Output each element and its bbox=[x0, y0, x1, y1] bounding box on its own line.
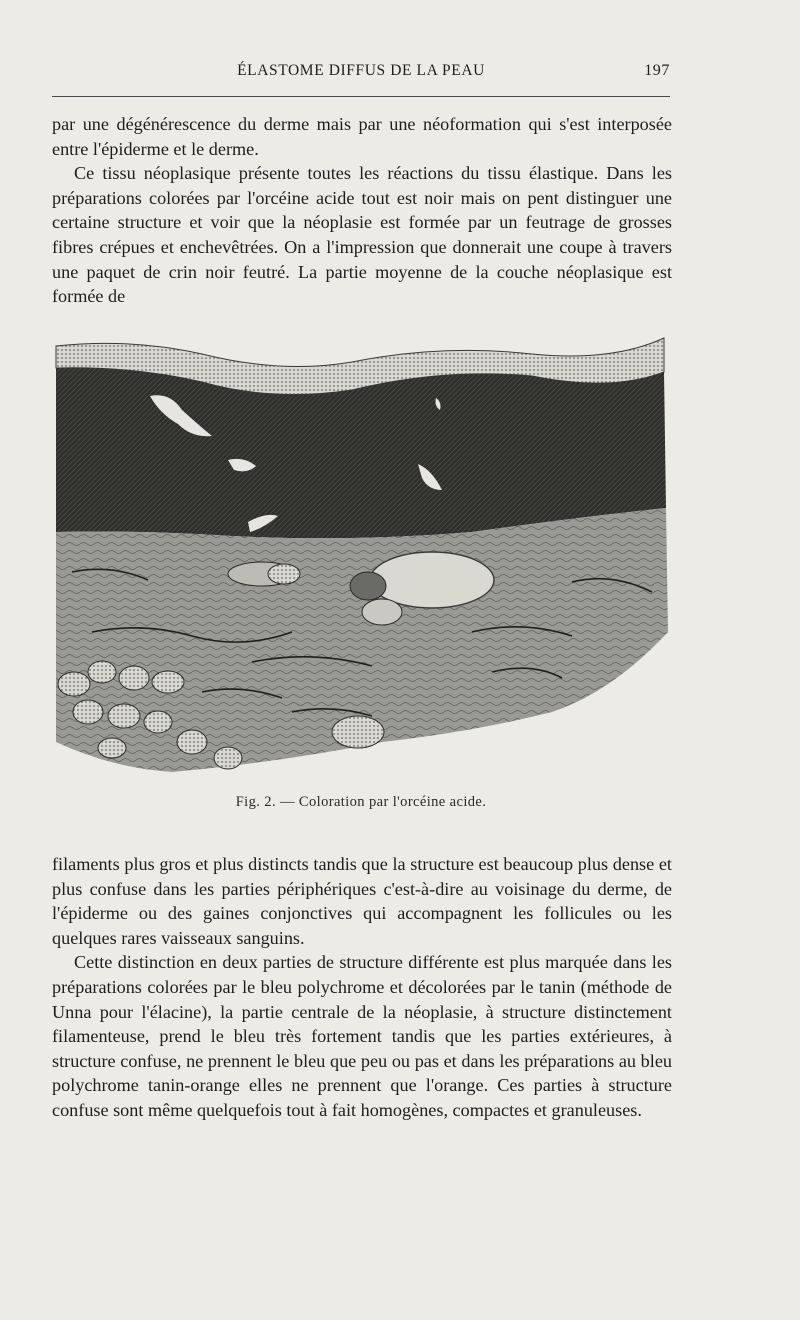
text-block-top bbox=[52, 112, 672, 309]
paragraph-continued: par une dégénérescence du derme mais par une néoformation qui s'est interposée entre l'épiderme et le derme. bbox=[52, 114, 672, 159]
header-rule bbox=[52, 96, 670, 97]
figure-caption: Fig. 2. — Coloration par l'orcéine acide. bbox=[235, 794, 487, 810]
text-block-bottom bbox=[52, 852, 672, 1123]
page-number: 197 bbox=[644, 62, 670, 79]
running-head-title: ÉLASTOME DIFFUS DE LA PEAU bbox=[237, 62, 485, 79]
histology-figure bbox=[52, 332, 674, 782]
paragraph-tissu-neoplasique: Ce tissu néoplasique présente toutes les réactions du tissu élastique. Dans les préparations colorées par l'orcéine acide tout est noir mais on pent distinguer une certaine structure et voir que la néoplasie est formée par un feutrage de grosses fibres crépues et enchevêtrées. On a l'impression que donnerait une coupe à travers une paquet de crin noir feutré. La partie moyenne de la couche néoplasique est formée de bbox=[52, 163, 672, 307]
running-head bbox=[52, 60, 670, 84]
histology-illustration bbox=[52, 332, 674, 782]
paragraph-filaments: filaments plus gros et plus distincts tandis que la structure est beaucoup plus dense et plus confuse dans les parties périphériques c'est-à-dire au voisinage du derme, de l'épiderme ou des gaines conjonctives qui accompagnent les follicules ou les quelques rares vaisseaux sanguins. bbox=[52, 854, 672, 948]
paragraph-distinction: Cette distinction en deux parties de structure différente est plus marquée dans les préparations colorées par le bleu polychrome et décolorées par le tanin (méthode de Unna pour l'élacine), la partie centrale de la néoplasie, à structure distinctement filamenteuse, prend le bleu très fortement tandis que les parties extérieures, à structure confuse, ne prennent le bleu que peu ou pas et dans les préparations au bleu polychrome tanin-orange elles ne prennent que l'orange. Ces parties à structure confuse sont même quelquefois tout à fait homogènes, compactes et granuleuses. bbox=[52, 952, 672, 1120]
